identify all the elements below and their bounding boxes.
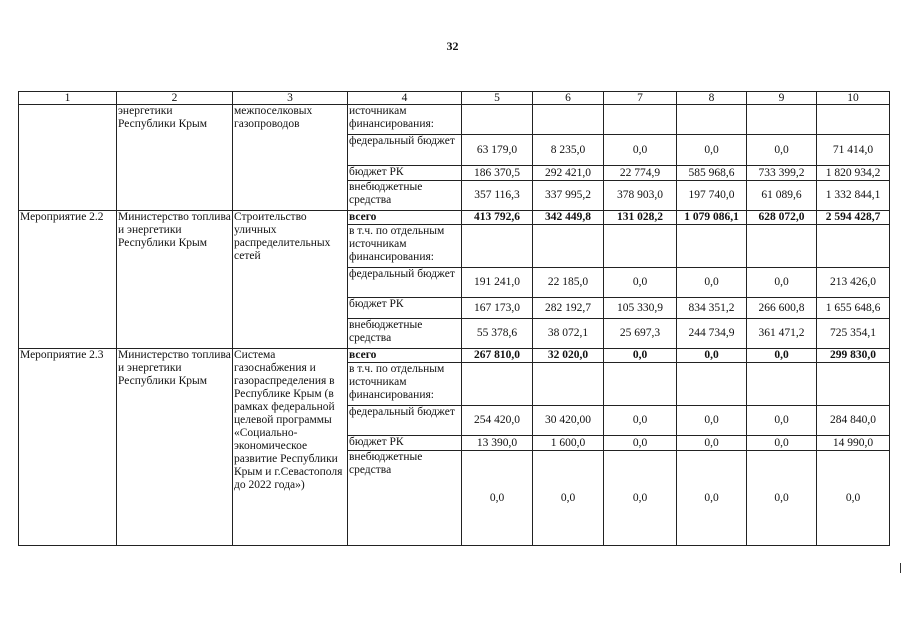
value-cell: 186 370,5 [462, 166, 533, 181]
source-cell: всего [348, 349, 462, 363]
value-cell [747, 363, 817, 406]
page-number: 32 [446, 39, 459, 53]
measure-cell [19, 105, 117, 211]
description-cell: Система газоснабжения и газораспределения в Республике Крым (в рамках федеральной целевой программы «Социально-экономическое развитие Республики Крым и г.Севастополя до 2022 года») [233, 349, 348, 546]
source-cell: федеральный бюджет [348, 135, 462, 166]
value-cell [604, 225, 677, 268]
value-cell: 733 399,2 [747, 166, 817, 181]
value-cell: 282 192,7 [533, 298, 604, 319]
value-cell: 30 420,00 [533, 406, 604, 436]
value-cell: 38 072,1 [533, 319, 604, 349]
value-cell [677, 363, 747, 406]
value-cell [604, 363, 677, 406]
table-row [19, 105, 890, 135]
header-cell: 1 [19, 92, 117, 105]
value-cell: 0,0 [747, 135, 817, 166]
header-cell: 4 [348, 92, 462, 105]
value-cell: 0,0 [462, 451, 533, 546]
header-cell: 7 [604, 92, 677, 105]
value-cell: 725 354,1 [817, 319, 890, 349]
source-cell: федеральный бюджет [348, 406, 462, 436]
value-cell: 267 810,0 [462, 349, 533, 363]
executor-cell: Министерство топлива и энергетики Республики Крым [117, 349, 233, 546]
value-cell [677, 105, 747, 135]
source-cell: всего [348, 211, 462, 225]
source-cell: в т.ч. по отдельным источникам финансирования: [348, 363, 462, 406]
value-cell [533, 105, 604, 135]
value-cell [462, 363, 533, 406]
value-cell: 1 332 844,1 [817, 181, 890, 211]
value-cell: 191 241,0 [462, 268, 533, 298]
value-cell: 0,0 [677, 406, 747, 436]
description-cell: Строительство уличных распределительных сетей [233, 211, 348, 349]
header-cell: 10 [817, 92, 890, 105]
value-cell: 0,0 [604, 406, 677, 436]
value-cell [462, 105, 533, 135]
value-cell: 25 697,3 [604, 319, 677, 349]
value-cell: 63 179,0 [462, 135, 533, 166]
value-cell [747, 105, 817, 135]
value-cell: 1 655 648,6 [817, 298, 890, 319]
value-cell: 292 421,0 [533, 166, 604, 181]
value-cell: 357 116,3 [462, 181, 533, 211]
source-cell: федеральный бюджет [348, 268, 462, 298]
value-cell: 1 079 086,1 [677, 211, 747, 225]
value-cell: 0,0 [747, 406, 817, 436]
value-cell: 167 173,0 [462, 298, 533, 319]
value-cell: 32 020,0 [533, 349, 604, 363]
value-cell: 337 995,2 [533, 181, 604, 211]
value-cell: 0,0 [604, 436, 677, 451]
value-cell: 0,0 [677, 349, 747, 363]
value-cell: 266 600,8 [747, 298, 817, 319]
description-cell: межпоселковых газопроводов [233, 105, 348, 211]
value-cell: 0,0 [677, 268, 747, 298]
source-cell: источникам финансирования: [348, 105, 462, 135]
source-cell: бюджет РК [348, 436, 462, 451]
financing-table [18, 91, 890, 546]
value-cell: 8 235,0 [533, 135, 604, 166]
value-cell: 0,0 [604, 268, 677, 298]
value-cell: 361 471,2 [747, 319, 817, 349]
value-cell: 1 820 934,2 [817, 166, 890, 181]
value-cell: 342 449,8 [533, 211, 604, 225]
executor-cell: Министерство топлива и энергетики Республики Крым [117, 211, 233, 349]
scan-edge-mark [900, 563, 901, 573]
value-cell: 254 420,0 [462, 406, 533, 436]
value-cell: 22 774,9 [604, 166, 677, 181]
value-cell [604, 105, 677, 135]
header-cell: 8 [677, 92, 747, 105]
value-cell [817, 225, 890, 268]
table-row [19, 349, 890, 363]
header-cell: 3 [233, 92, 348, 105]
value-cell: 585 968,6 [677, 166, 747, 181]
source-cell: в т.ч. по отдельным источникам финансирования: [348, 225, 462, 268]
header-cell: 6 [533, 92, 604, 105]
value-cell: 0,0 [677, 135, 747, 166]
value-cell: 0,0 [677, 436, 747, 451]
value-cell: 131 028,2 [604, 211, 677, 225]
value-cell [747, 225, 817, 268]
value-cell: 284 840,0 [817, 406, 890, 436]
value-cell [817, 363, 890, 406]
source-cell: бюджет РК [348, 298, 462, 319]
source-cell: внебюджетные средства [348, 451, 462, 546]
value-cell: 0,0 [747, 349, 817, 363]
value-cell: 61 089,6 [747, 181, 817, 211]
measure-cell: Мероприятие 2.2 [19, 211, 117, 349]
value-cell: 105 330,9 [604, 298, 677, 319]
value-cell: 0,0 [677, 451, 747, 546]
header-cell: 9 [747, 92, 817, 105]
value-cell: 0,0 [747, 436, 817, 451]
value-cell: 2 594 428,7 [817, 211, 890, 225]
measure-cell: Мероприятие 2.3 [19, 349, 117, 546]
value-cell: 22 185,0 [533, 268, 604, 298]
value-cell: 0,0 [747, 268, 817, 298]
value-cell: 834 351,2 [677, 298, 747, 319]
value-cell: 71 414,0 [817, 135, 890, 166]
value-cell: 0,0 [604, 135, 677, 166]
value-cell: 0,0 [604, 349, 677, 363]
value-cell: 413 792,6 [462, 211, 533, 225]
value-cell: 14 990,0 [817, 436, 890, 451]
value-cell: 244 734,9 [677, 319, 747, 349]
source-cell: внебюджетные средства [348, 319, 462, 349]
table-row [19, 211, 890, 225]
source-cell: внебюджетные средства [348, 181, 462, 211]
header-row [19, 92, 890, 105]
value-cell [533, 363, 604, 406]
header-cell: 5 [462, 92, 533, 105]
value-cell: 0,0 [747, 451, 817, 546]
value-cell: 378 903,0 [604, 181, 677, 211]
value-cell: 0,0 [533, 451, 604, 546]
value-cell: 55 378,6 [462, 319, 533, 349]
value-cell [462, 225, 533, 268]
value-cell: 197 740,0 [677, 181, 747, 211]
value-cell: 299 830,0 [817, 349, 890, 363]
source-cell: бюджет РК [348, 166, 462, 181]
value-cell: 628 072,0 [747, 211, 817, 225]
header-cell: 2 [117, 92, 233, 105]
value-cell [533, 225, 604, 268]
value-cell: 0,0 [604, 451, 677, 546]
value-cell: 1 600,0 [533, 436, 604, 451]
executor-cell: энергетики Республики Крым [117, 105, 233, 211]
value-cell: 0,0 [817, 451, 890, 546]
value-cell: 213 426,0 [817, 268, 890, 298]
value-cell [817, 105, 890, 135]
value-cell: 13 390,0 [462, 436, 533, 451]
value-cell [677, 225, 747, 268]
